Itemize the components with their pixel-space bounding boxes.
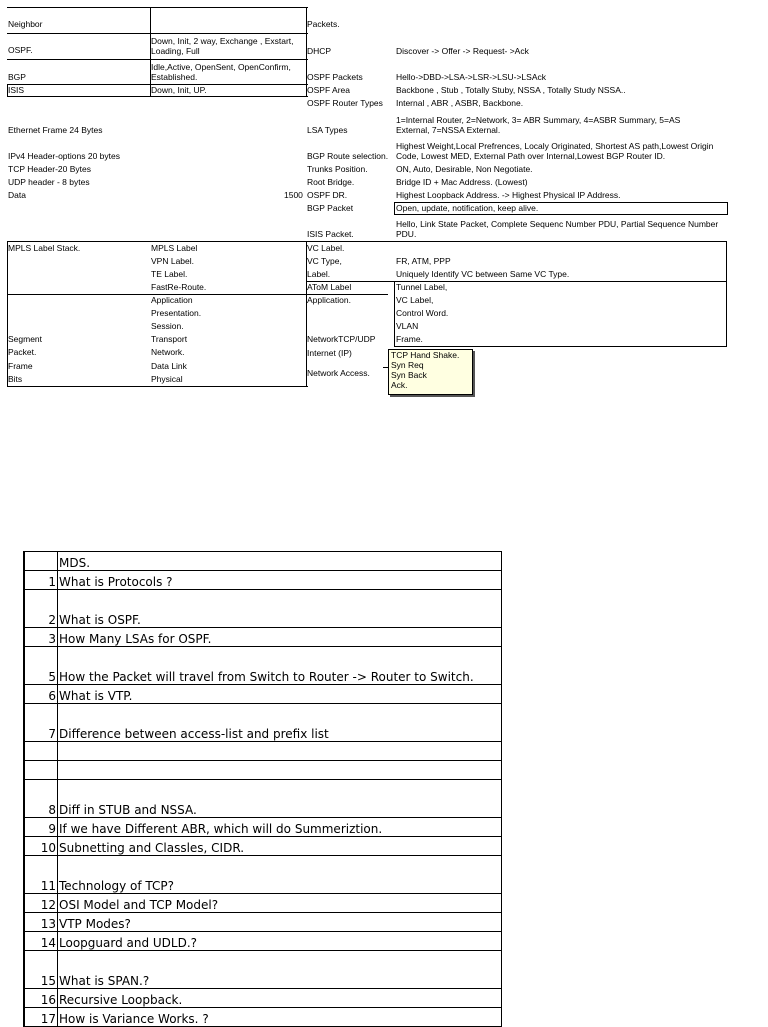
atom-label: AToM Label	[307, 282, 352, 292]
question-text: What is SPAN.?	[58, 951, 502, 989]
bgp-packet-box	[394, 202, 728, 215]
question-number: 12	[24, 894, 58, 913]
tcp-handshake-note	[388, 349, 473, 395]
mpls-label-stack: MPLS Label Stack.	[8, 243, 81, 253]
question-text: VTP Modes?	[58, 913, 502, 932]
atom-value: Control Word.	[396, 308, 449, 318]
neighbor-label: Neighbor	[8, 19, 43, 29]
question-text: How the Packet will travel from Switch to Router -> Router to Switch.	[58, 647, 502, 685]
osi-layer: Presentation.	[151, 308, 202, 318]
question-text	[58, 761, 502, 780]
pdu-name: Segment	[8, 334, 43, 344]
tcpip-layer: NetworkTCP/UDP	[307, 334, 376, 344]
isis-label: ISIS	[8, 85, 25, 95]
vc-label: VC Label.	[307, 243, 345, 253]
question-text: What is VTP.	[58, 685, 502, 704]
tcpip-layer: Network Access.	[307, 368, 370, 378]
ipv4-header-size: IPv4 Header-options 20 bytes	[8, 151, 120, 161]
bgp-packet-value: Open, update, notification, keep alive.	[396, 203, 539, 213]
atom-value: VLAN	[396, 321, 419, 331]
bgp-route-value: Highest Weight,Local Prefrences, Localy Originated, Shortest AS path,Lowest Origin Code, Lowest MED, External Path over Internal,Lowest BGP Router ID.	[396, 141, 714, 161]
question-number: 17	[24, 1008, 58, 1027]
ospf-dr-label: OSPF DR.	[307, 190, 348, 200]
question-number	[24, 761, 58, 780]
data-size: 1500	[284, 190, 303, 200]
divider	[394, 281, 395, 347]
bgp-label: BGP	[8, 72, 26, 82]
question-number: 16	[24, 989, 58, 1008]
table-row	[24, 571, 502, 590]
question-text: If we have Different ABR, which will do Summeriztion.	[58, 818, 502, 837]
pdu-name: Frame	[8, 361, 33, 371]
lsa-types-label: LSA Types	[307, 125, 348, 135]
question-number: 5	[24, 647, 58, 685]
question-number: 7	[24, 704, 58, 742]
question-number: 8	[24, 780, 58, 818]
ospf-router-types-label: OSPF Router Types	[307, 98, 383, 108]
question-text: Subnetting and Classles, CIDR.	[58, 837, 502, 856]
question-text: Recursive Loopback.	[58, 989, 502, 1008]
question-number: 6	[24, 685, 58, 704]
osi-layer: Session.	[151, 321, 184, 331]
divider	[7, 386, 308, 387]
num-cell	[24, 552, 58, 571]
ospf-label: OSPF.	[8, 45, 33, 55]
table-row	[24, 761, 502, 780]
atom-value: Tunnel Label,	[396, 282, 448, 292]
osi-layer: Application	[151, 295, 193, 305]
divider	[7, 96, 308, 97]
divider	[394, 346, 727, 347]
divider	[306, 281, 727, 282]
atom-value: VC Label,	[396, 295, 434, 305]
tcpip-layer: Internet (IP)	[307, 348, 352, 358]
question-text: How Many LSAs for OSPF.	[58, 628, 502, 647]
mds-question-table	[23, 551, 502, 1027]
mpls-label: MPLS Label	[151, 243, 198, 253]
question-text: Loopguard and UDLD.?	[58, 932, 502, 951]
ospf-packets-label: OSPF Packets	[307, 72, 363, 82]
table-row	[24, 742, 502, 761]
question-number: 14	[24, 932, 58, 951]
question-text: What is OSPF.	[58, 590, 502, 628]
question-number	[24, 742, 58, 761]
osi-layer: Physical	[151, 374, 183, 384]
question-text: Difference between access-list and prefix list	[58, 704, 502, 742]
isis-packet-label: ISIS Packet.	[307, 229, 354, 239]
table-row	[24, 704, 502, 742]
question-number: 13	[24, 913, 58, 932]
divider	[7, 7, 308, 8]
divider	[7, 33, 308, 34]
dhcp-value: Discover -> Offer -> Request- >Ack	[396, 46, 529, 56]
question-number: 1	[24, 571, 58, 590]
osi-layer: Transport	[151, 334, 188, 344]
vc-type-label: VC Type,	[307, 256, 342, 266]
question-number: 9	[24, 818, 58, 837]
ethernet-frame-size: Ethernet Frame 24 Bytes	[8, 125, 103, 135]
osi-layer: Data Link	[151, 361, 187, 371]
pdu-name: Bits	[8, 374, 23, 384]
question-number: 2	[24, 590, 58, 628]
ospf-area-label: OSPF Area	[307, 85, 350, 95]
pdu-name: Packet.	[8, 347, 37, 357]
question-text: Diff in STUB and NSSA.	[58, 780, 502, 818]
table-row	[24, 932, 502, 951]
divider	[7, 59, 308, 60]
ospf-dr-value: Highest Loopback Address. -> Highest Physical IP Address.	[396, 190, 621, 200]
question-text: OSI Model and TCP Model?	[58, 894, 502, 913]
note-line: TCP Hand Shake.	[391, 350, 460, 360]
trunks-value: ON, Auto, Desirable, Non Negotiate.	[396, 164, 533, 174]
isis-packet-value: Hello, Link State Packet, Complete Sequenc Number PDU, Partial Sequence Number PDU.	[396, 219, 719, 239]
data-label: Data	[8, 190, 26, 200]
ospf-packets-value: Hello->DBD->LSA->LSR->LSU->LSAck	[396, 72, 546, 82]
osi-layer: Network.	[151, 347, 185, 357]
table-row	[24, 913, 502, 932]
question-text: What is Protocols ?	[58, 571, 502, 590]
table-title: MDS.	[58, 552, 502, 571]
table-row	[24, 837, 502, 856]
vc-type-value: FR, ATM, PPP	[396, 256, 451, 266]
table-row	[24, 856, 502, 894]
table-row	[24, 989, 502, 1008]
table-row	[24, 590, 502, 628]
root-bridge-value: Bridge ID + Mac Address. (Lowest)	[396, 177, 528, 187]
ospf-area-value: Backbone , Stub , Totally Stuby, NSSA , Totally Study NSSA..	[396, 85, 626, 95]
te-label: TE Label.	[151, 269, 188, 279]
question-number: 10	[24, 837, 58, 856]
question-number: 11	[24, 856, 58, 894]
question-text: How is Variance Works. ?	[58, 1008, 502, 1027]
label-value: Uniquely Identify VC between Same VC Type.	[396, 269, 570, 279]
table-row	[24, 628, 502, 647]
question-text: Technology of TCP?	[58, 856, 502, 894]
frr-label: FastRe-Route.	[151, 282, 207, 292]
note-line: Syn Back	[391, 370, 427, 380]
table-row	[24, 780, 502, 818]
table-header-row	[24, 552, 502, 571]
lsa-types-value: 1=Internal Router, 2=Network, 3= ABR Summary, 4=ASBR Summary, 5=AS External, 7=NSSA External.	[396, 115, 681, 135]
divider	[7, 241, 727, 242]
note-line: Ack.	[391, 380, 408, 390]
tcpip-layer: Application.	[307, 295, 351, 305]
question-text	[58, 742, 502, 761]
dhcp-label: DHCP	[307, 46, 332, 56]
bgp-states: Idle,Active, OpenSent, OpenConfirm, Established.	[151, 62, 291, 82]
question-number: 15	[24, 951, 58, 989]
note-line: Syn Req	[391, 360, 424, 370]
divider	[726, 241, 727, 347]
ospf-states: Down, Init, 2 way, Exchange , Exstart, Loading, Full	[151, 36, 294, 56]
tcp-header-size: TCP Header-20 Bytes	[8, 164, 91, 174]
table-row	[24, 894, 502, 913]
bgp-packet-label: BGP Packet	[307, 203, 354, 213]
trunks-label: Trunks Position.	[307, 164, 368, 174]
table-row	[24, 685, 502, 704]
root-bridge-label: Root Bridge.	[307, 177, 355, 187]
vpn-label: VPN Label.	[151, 256, 194, 266]
table-row	[24, 951, 502, 989]
packets-label: Packets.	[307, 19, 340, 29]
table-row	[24, 818, 502, 837]
table-row	[24, 647, 502, 685]
question-number: 3	[24, 628, 58, 647]
bgp-route-label: BGP Route selection.	[307, 151, 389, 161]
label-label: Label.	[307, 269, 331, 279]
udp-header-size: UDP header - 8 bytes	[8, 177, 90, 187]
isis-states: Down, Init, UP.	[151, 85, 207, 95]
ospf-router-types-value: Internal , ABR , ASBR, Backbone.	[396, 98, 524, 108]
atom-value: Frame.	[396, 334, 423, 344]
